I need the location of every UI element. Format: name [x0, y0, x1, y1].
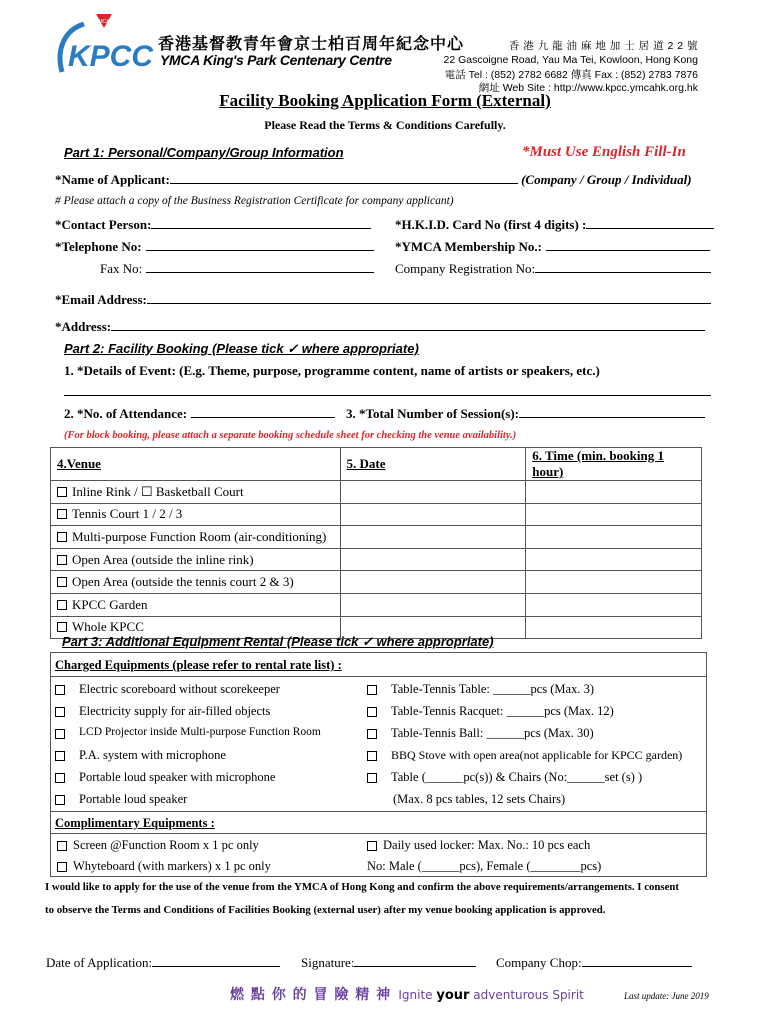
equipment-checkbox[interactable]: [367, 685, 377, 695]
equipment-label: Portable loud speaker with microphone: [79, 770, 276, 784]
equipment-checkbox[interactable]: [55, 773, 65, 783]
part2-title: Part 2: Facility Booking (Please tick ✓ where appropriate): [64, 341, 419, 356]
venue-table: [50, 447, 702, 639]
complimentary-equipment-header: Complimentary Equipments :: [55, 816, 215, 830]
charged-equipment-header: Charged Equipments (please refer to rental rate list) :: [55, 658, 342, 672]
equipment-label: Screen @Function Room x 1 pc only: [73, 838, 259, 852]
form-title: Facility Booking Application Form (External): [219, 91, 551, 110]
applicant-label: *Name of Applicant:: [55, 172, 170, 187]
venue-checkbox[interactable]: [57, 509, 67, 519]
address-label: *Address:: [55, 319, 112, 334]
org-name-en: YMCA King's Park Centenary Centre: [160, 52, 392, 68]
block-booking-note: (For block booking, please attach a separate booking schedule sheet for checking the venue availability.): [64, 430, 517, 441]
equipment-label: Daily used locker: Max. No.: 10 pcs each: [383, 838, 591, 852]
venue-checkbox[interactable]: [57, 577, 67, 587]
company-reg-label: Company Registration No:: [395, 261, 536, 276]
slogan-en-2: your: [436, 988, 470, 1003]
email-field[interactable]: [147, 292, 711, 304]
must-english-note: *Must Use English Fill-In: [522, 144, 686, 160]
equipment-checkbox[interactable]: [367, 773, 377, 783]
contact-person-label: *Contact Person:: [55, 217, 152, 232]
date-column-header: 5. Date: [340, 448, 526, 481]
address-zh: 香 港 九 龍 油 麻 地 加 士 居 道 2 2 號: [508, 40, 698, 52]
part3-title: Part 3: Additional Equipment Rental (Please tick ✓ where appropriate): [62, 634, 494, 649]
sessions-field[interactable]: [519, 406, 705, 418]
equipment-label: BBQ Stove with open area(not applicable for KPCC garden): [391, 748, 683, 762]
equipment-label: Whyteboard (with markers) x 1 pc only: [73, 859, 271, 873]
time-cell[interactable]: [526, 593, 702, 616]
equipment-table: [50, 652, 707, 877]
equipment-note: (Max. 8 pcs tables, 12 sets Chairs): [393, 792, 566, 806]
equipment-checkbox[interactable]: [367, 751, 377, 761]
venue-label: Inline Rink / ☐ Basketball Court: [72, 483, 244, 499]
telephone-label: *Telephone No:: [55, 239, 142, 254]
venue-label: Open Area (outside the inline rink): [72, 551, 254, 567]
event-details-label: 1. *Details of Event: (E.g. Theme, purpose, programme content, name of artists or speakers, etc.): [64, 363, 600, 378]
time-cell[interactable]: [526, 481, 702, 504]
date-cell[interactable]: [340, 503, 526, 526]
logo-text: KPCC: [68, 40, 154, 73]
date-of-application-field[interactable]: [152, 955, 280, 967]
venue-row: [51, 481, 702, 504]
footer-slogan: [230, 984, 584, 1004]
date-cell[interactable]: [340, 526, 526, 549]
equipment-label: Table-Tennis Ball: ______pcs (Max. 30): [391, 726, 594, 740]
equipment-label: Electric scoreboard without scorekeeper: [79, 682, 280, 696]
equipment-checkbox[interactable]: [55, 795, 65, 805]
address-en: 22 Gascoigne Road, Yau Ma Tei, Kowloon, Hong Kong: [443, 54, 698, 66]
equipment-label: Electricity supply for air-filled objects: [79, 704, 271, 718]
hkid-field[interactable]: [586, 217, 714, 229]
time-column-header: 6. Time (min. booking 1 hour): [526, 448, 702, 481]
venue-label: Whole KPCC: [72, 619, 144, 635]
membership-field[interactable]: [546, 239, 710, 251]
signature-field[interactable]: [354, 955, 476, 967]
equipment-checkbox[interactable]: [55, 751, 65, 761]
venue-row: [51, 593, 702, 616]
membership-label: *YMCA Membership No.:: [395, 239, 542, 254]
equipment-checkbox[interactable]: [55, 685, 65, 695]
address-field[interactable]: [111, 319, 705, 331]
slogan-en-1: Ignite: [398, 988, 437, 1002]
equipment-checkbox[interactable]: [367, 841, 377, 851]
slogan-zh: 燃 點 你 的 冒 險 精 神: [230, 987, 392, 1003]
org-name-zh: 香港基督教青年會京士柏百周年紀念中心: [158, 34, 465, 53]
equipment-label: Table-Tennis Racquet: ______pcs (Max. 12): [391, 704, 614, 718]
website: 網址 Web Site : http://www.kpcc.ymcahk.org.hk: [478, 82, 698, 94]
venue-label: Tennis Court 1 / 2 / 3: [72, 506, 183, 522]
equipment-label: LCD Projector inside Multi-purpose Function Room: [79, 726, 321, 738]
declaration-line-1: I would like to apply for the use of the venue from the YMCA of Hong Kong and confirm the above requirements/arrangements. I consent: [45, 881, 680, 893]
sessions-label: 3. *Total Number of Session(s):: [346, 406, 519, 421]
fax-label: Fax No:: [100, 261, 143, 276]
date-cell[interactable]: [340, 593, 526, 616]
fax-field[interactable]: [146, 261, 374, 273]
company-chop-label: Company Chop:: [496, 955, 582, 970]
time-cell[interactable]: [526, 571, 702, 594]
logo-badge: YMCA: [95, 19, 110, 25]
venue-checkbox[interactable]: [57, 487, 67, 497]
telephone-field[interactable]: [146, 239, 374, 251]
time-cell[interactable]: [526, 503, 702, 526]
equipment-label: Portable loud speaker: [79, 792, 188, 806]
equipment-checkbox[interactable]: [367, 729, 377, 739]
brc-note: # Please attach a copy of the Business Registration Certificate for company applicant): [55, 195, 454, 207]
date-of-application-label: Date of Application:: [46, 955, 153, 970]
slogan-en-3: adventurous Spirit: [469, 988, 584, 1002]
venue-label: Open Area (outside the tennis court 2 & 3): [72, 574, 294, 590]
hkid-label: *H.K.I.D. Card No (first 4 digits) :: [395, 217, 587, 232]
equipment-checkbox[interactable]: [55, 729, 65, 739]
venue-row: [51, 571, 702, 594]
equipment-label: Table (______pc(s)) & Chairs (No:______set (s) ): [391, 770, 643, 784]
locker-count-label: No: Male (______pcs), Female (________pcs): [367, 859, 602, 873]
venue-row: [51, 548, 702, 571]
last-update: Last update: June 2019: [624, 991, 709, 1001]
kpcc-logo: [54, 10, 154, 80]
equipment-checkbox[interactable]: [55, 707, 65, 717]
venue-checkbox[interactable]: [57, 555, 67, 565]
equipment-label: Table-Tennis Table: ______pcs (Max. 3): [391, 682, 594, 696]
company-reg-field[interactable]: [535, 261, 711, 273]
signature-label: Signature:: [301, 955, 355, 970]
equipment-label: P.A. system with microphone: [79, 748, 226, 762]
attendance-label: 2. *No. of Attendance:: [64, 406, 188, 421]
date-cell[interactable]: [340, 548, 526, 571]
equipment-checkbox[interactable]: [57, 841, 67, 851]
date-cell[interactable]: [340, 571, 526, 594]
venue-checkbox[interactable]: [57, 600, 67, 610]
contact-person-field[interactable]: [151, 217, 371, 229]
venue-column-header: 4.Venue: [51, 448, 341, 481]
venue-row: [51, 526, 702, 549]
company-chop-field[interactable]: [582, 955, 692, 967]
time-cell[interactable]: [526, 616, 702, 639]
time-cell[interactable]: [526, 526, 702, 549]
form-subtitle: Please Read the Terms & Conditions Carefully.: [264, 118, 506, 132]
equipment-checkbox[interactable]: [367, 707, 377, 717]
venue-table-header: [51, 448, 702, 481]
date-cell[interactable]: [340, 481, 526, 504]
applicant-field[interactable]: [170, 172, 518, 184]
applicant-type-note: (Company / Group / Individual): [521, 172, 692, 187]
event-details-field[interactable]: [64, 395, 711, 396]
phone-fax: 電話 Tel : (852) 2782 6682 傳真 Fax : (852) 2783 7876: [444, 69, 698, 81]
time-cell[interactable]: [526, 548, 702, 571]
venue-row: [51, 503, 702, 526]
attendance-field[interactable]: [191, 406, 335, 418]
venue-checkbox[interactable]: [57, 622, 67, 632]
declaration-line-2: to observe the Terms and Conditions of Facilities Booking (external user) after my venue booking application is approved.: [45, 904, 606, 916]
part1-title: Part 1: Personal/Company/Group Information: [64, 145, 344, 160]
email-label: *Email Address:: [55, 292, 147, 307]
venue-checkbox[interactable]: [57, 532, 67, 542]
equipment-checkbox[interactable]: [57, 862, 67, 872]
venue-label: Multi-purpose Function Room (air-conditioning): [72, 528, 327, 544]
venue-label: KPCC Garden: [72, 596, 148, 612]
